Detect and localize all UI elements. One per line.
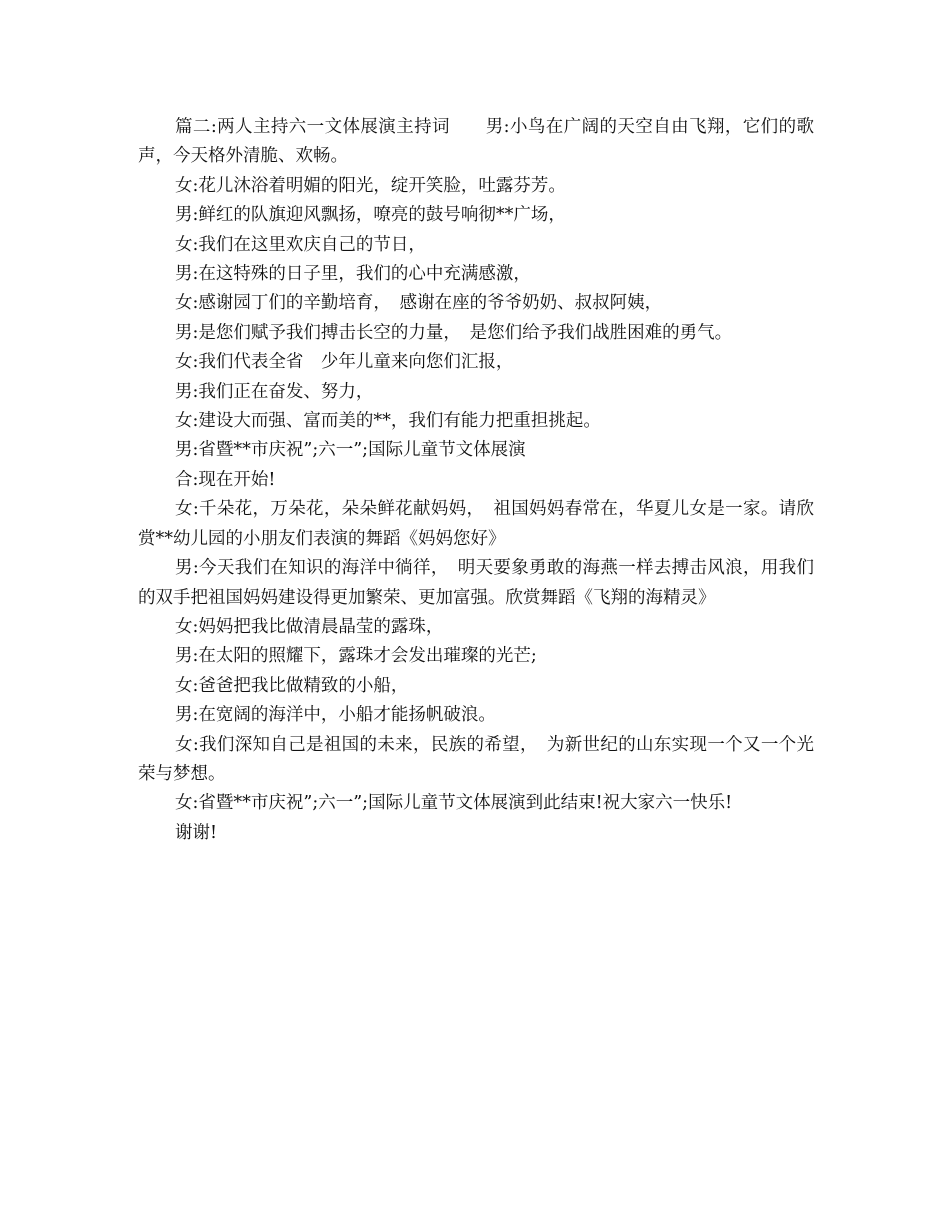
document-body xyxy=(138,113,814,848)
paragraph: 女:我们在这里欢庆自己的节日， xyxy=(175,234,426,255)
paragraph: 男:省暨**市庆祝”;六一”;国际儿童节文体展演 xyxy=(175,440,526,461)
paragraph: 女:千朵花，万朵花，朵朵鲜花献妈妈， 祖国妈妈春常在，华夏儿女是一家。请欣赏**幼儿园的小朋友们表演的舞蹈《妈妈您好》 xyxy=(138,499,814,549)
paragraph: 女:妈妈把我比做清晨晶莹的露珠， xyxy=(175,616,444,637)
paragraph: 女:省暨**市庆祝”;六一”;国际儿童节文体展演到此结束!祝大家六一快乐! xyxy=(175,793,733,814)
paragraph: 男:是您们赋予我们搏击长空的力量， 是您们给予我们战胜困难的勇气。 xyxy=(175,322,733,343)
paragraph: 合:现在开始! xyxy=(175,469,276,490)
paragraph: 女:感谢园丁们的辛勤培育， 感谢在座的爷爷奶奶、叔叔阿姨， xyxy=(175,293,663,314)
paragraph: 男:鲜红的队旗迎风飘扬，嘹亮的鼓号响彻**广场， xyxy=(175,205,566,226)
paragraph: 男:今天我们在知识的海洋中徜徉， 明天要象勇敢的海燕一样去搏击风浪，用我们的双手把祖国妈妈建设得更加繁荣、更加富强。欣赏舞蹈《飞翔的海精灵》 xyxy=(138,558,814,608)
paragraph: 女:我们深知自己是祖国的未来，民族的希望， 为新世纪的山东实现一个又一个光荣与梦想。 xyxy=(138,734,814,784)
paragraph: 男:在这特殊的日子里，我们的心中充满感激， xyxy=(175,264,531,285)
paragraph: 男:在太阳的照耀下，露珠才会发出璀璨的光芒; xyxy=(175,646,537,667)
paragraph: 女:花儿沐浴着明媚的阳光，绽开笑脸，吐露芬芳。 xyxy=(175,175,566,196)
paragraph-closing: 谢谢! xyxy=(175,822,218,843)
paragraph: 女:爸爸把我比做精致的小船， xyxy=(175,675,409,696)
paragraph: 男:我们正在奋发、努力， xyxy=(175,381,374,402)
paragraph-title-intro: 篇二:两人主持六一文体展演主持词 男:小鸟在广阔的天空自由飞翔，它们的歌声，今天格外清脆、欢畅。 xyxy=(138,117,814,167)
paragraph: 男:在宽阔的海洋中，小船才能扬帆破浪。 xyxy=(175,705,496,726)
paragraph: 女:我们代表全省 少年儿童来向您们汇报， xyxy=(175,352,514,373)
paragraph: 女:建设大而强、富而美的**，我们有能力把重担挑起。 xyxy=(175,411,601,432)
